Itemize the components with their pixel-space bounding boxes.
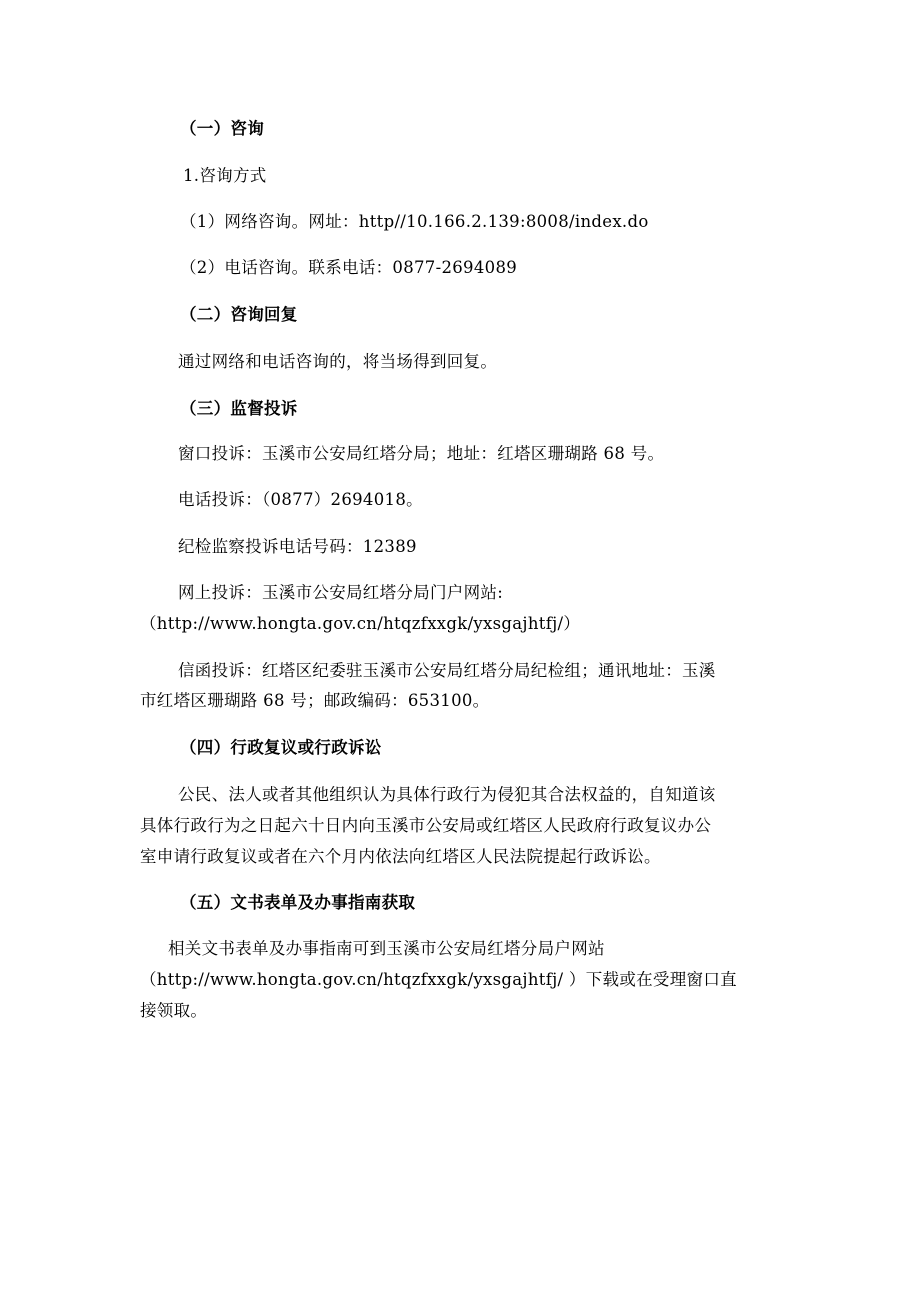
section-review-title: （四）行政复议或行政诉讼 xyxy=(180,738,382,757)
review-line2: 具体行政行为之日起六十日内向玉溪市公安局或红塔区人民政府行政复议办公 xyxy=(140,816,712,835)
forms-line1: 相关文书表单及办事指南可到玉溪市公安局红塔分局户网站 xyxy=(168,939,605,958)
section-consult-title: （一）咨询 xyxy=(180,119,264,138)
section-complaint-title: （三）监督投诉 xyxy=(180,399,298,418)
complaint-phone: 电话投诉：（0877）2694018。 xyxy=(178,490,423,509)
section-reply-title: （二）咨询回复 xyxy=(180,305,298,324)
reply-text: 通过网络和电话咨询的，将当场得到回复。 xyxy=(178,352,498,371)
forms-line2: （http://www.hongta.gov.cn/htqzfxxgk/yxsgajhtfj/ ）下载或在受理窗口直 xyxy=(140,970,737,989)
complaint-letter-line1: 信函投诉：红塔区纪委驻玉溪市公安局红塔分局纪检组；通讯地址：玉溪 xyxy=(178,661,716,680)
review-line1: 公民、法人或者其他组织认为具体行政行为侵犯其合法权益的，自知道该 xyxy=(178,785,716,804)
review-line3: 室申请行政复议或者在六个月内依法向红塔区人民法院提起行政诉讼。 xyxy=(140,847,661,866)
complaint-discipline: 纪检监察投诉电话号码：12389 xyxy=(178,537,417,556)
complaint-window: 窗口投诉：玉溪市公安局红塔分局；地址：红塔区珊瑚路 68 号。 xyxy=(178,444,665,463)
section-forms-title: （五）文书表单及办事指南获取 xyxy=(180,893,416,912)
forms-line3: 接领取。 xyxy=(140,1001,208,1020)
complaint-online-line2: （http://www.hongta.gov.cn/htqzfxxgk/yxsgajhtfj/） xyxy=(140,614,581,633)
complaint-letter-line2: 市红塔区珊瑚路 68 号；邮政编码：653100。 xyxy=(140,691,490,710)
consult-phone: （2）电话咨询。联系电话：0877-2694089 xyxy=(180,258,518,277)
consult-methods-title: 1.咨询方式 xyxy=(183,166,267,185)
complaint-online-line1: 网上投诉：玉溪市公安局红塔分局门户网站: xyxy=(178,583,504,602)
consult-online: （1）网络咨询。网址：http//10.166.2.139:8008/index.do xyxy=(180,212,649,231)
